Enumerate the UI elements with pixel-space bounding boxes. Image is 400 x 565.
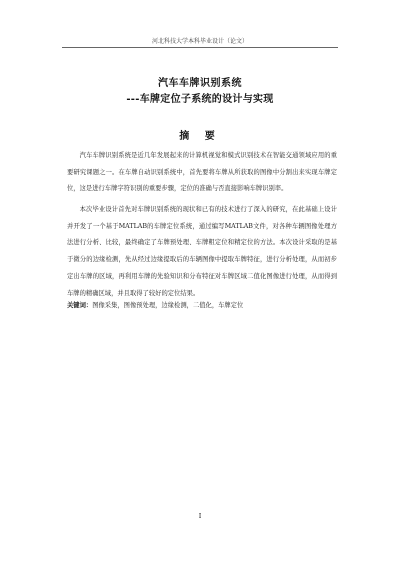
abstract-paragraph: 本次毕业设计首先对车牌识别系统的现状和已有的技术进行了深入的研究，在此基础上设计并开发了一个基于MATLAB的车牌定位系统，通过编写MATLAB文件，对各种车辆图像处理方法进行分析、比较，最终确定了车牌预处理、车牌粗定位和精定位的方法。本次设计采取的是基于微分的边缘检测，先从经过边缘提取后的车辆图像中提取车牌特征，进行分析处理，从而初步定出车牌的区域，再利用车牌的先验知识和分布特征对车牌区域二值化图像进行处理，从而得到车牌的精确区域，并且取得了较好的定位结果。 xyxy=(67,206,337,297)
keywords-text: 图像采集，图像预处理，边缘检测，二值化，车牌定位 xyxy=(92,302,244,309)
abstract-paragraph-1-block xyxy=(67,148,337,198)
abstract-paragraph-2-block xyxy=(67,202,337,302)
abstract-paragraph: 汽车车牌识别系统是近几年发展起来的计算机视觉和模式识别技术在智能交通领域应用的重要研究课题之一。在车牌自动识别系统中，首先要将车牌从所获取的图像中分割出来实现车牌定位，这是进行车牌字符识别的重要步骤，定位的准确与否直接影响车牌识别率。 xyxy=(67,152,337,193)
page-number: I xyxy=(198,512,202,520)
keywords-line xyxy=(67,300,337,309)
abstract-heading: 摘 要 xyxy=(179,131,221,142)
thesis-title: 汽车车牌识别系统 xyxy=(158,78,242,89)
thesis-subtitle: ---车牌定位子系统的设计与实现 xyxy=(126,94,274,105)
keywords-label: 关键词： xyxy=(67,302,93,309)
running-header: 河北科技大学本科毕业设计（论文） xyxy=(62,36,338,48)
